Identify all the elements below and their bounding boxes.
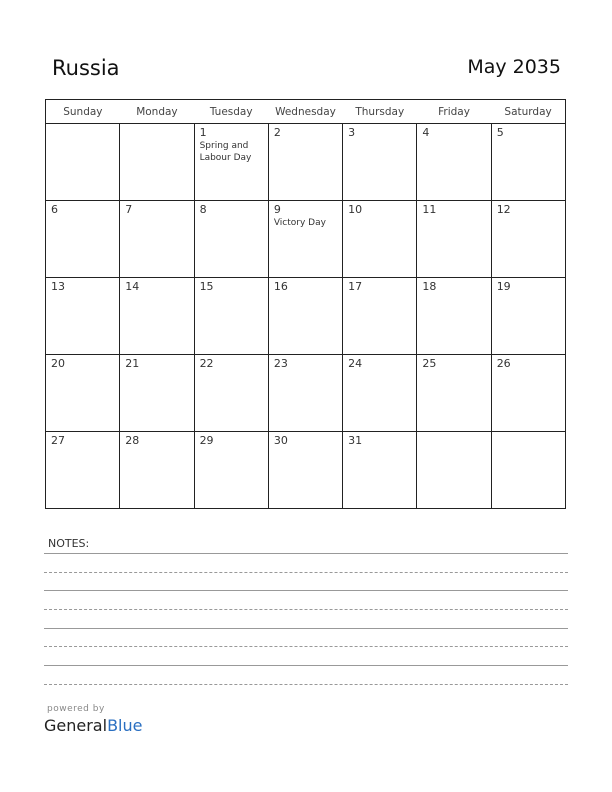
day-number: 2: [273, 126, 281, 139]
day-number: 18: [422, 280, 437, 293]
day-number: 6: [51, 203, 58, 216]
day-cell: [491, 355, 565, 432]
day-cell: [343, 355, 417, 432]
day-cell: [417, 432, 491, 509]
day-number: 19: [496, 280, 511, 293]
notes-line: [44, 609, 568, 610]
day-cell: [417, 355, 491, 432]
day-number: 24: [348, 357, 363, 370]
day-number: 15: [199, 280, 214, 293]
notes-label: NOTES:: [48, 537, 90, 550]
day-number: [120, 124, 193, 126]
notes-line: [44, 665, 568, 666]
holiday-label: Victory Day: [273, 218, 326, 228]
day-cell: [268, 201, 342, 278]
day-number: 16: [273, 280, 288, 293]
weekday-sunday: Sunday: [46, 100, 120, 124]
notes-line: [44, 684, 568, 685]
day-cell: [417, 201, 491, 278]
day-number: 17: [348, 280, 363, 293]
day-cell: [194, 432, 268, 509]
weekday-saturday: Saturday: [491, 100, 565, 124]
day-cell: [491, 124, 565, 201]
day-cell: [268, 355, 342, 432]
weekday-monday: Monday: [120, 100, 194, 124]
month-title: May 2035: [467, 56, 561, 78]
day-cell: [120, 124, 194, 201]
day-cell: [343, 124, 417, 201]
notes-line: [44, 590, 568, 591]
day-number: 22: [199, 357, 214, 370]
country-title: Russia: [52, 56, 120, 80]
calendar-grid: [45, 99, 566, 509]
day-number: 1: [199, 126, 207, 139]
day-cell: [268, 432, 342, 509]
day-cell: [46, 201, 120, 278]
day-cell: [491, 278, 565, 355]
day-cell: [120, 278, 194, 355]
day-number: 3: [348, 126, 356, 139]
week-row: [46, 124, 566, 201]
holiday-label: Spring and Labour Day: [199, 141, 252, 163]
day-cell: [194, 355, 268, 432]
weekday-tuesday: Tuesday: [194, 100, 268, 124]
day-number: 5: [496, 126, 504, 139]
day-cell: [417, 124, 491, 201]
day-cell: [46, 432, 120, 509]
day-number: 23: [273, 357, 288, 370]
day-cell: [194, 278, 268, 355]
day-number: 29: [199, 434, 214, 447]
day-cell: [194, 124, 268, 201]
day-cell: [120, 432, 194, 509]
day-number: 10: [348, 203, 363, 216]
day-number: 28: [125, 434, 140, 447]
day-cell: [417, 278, 491, 355]
day-number: [417, 432, 490, 434]
day-cell: [46, 278, 120, 355]
day-cell: [343, 201, 417, 278]
day-number: [46, 124, 119, 126]
notes-line: [44, 572, 568, 573]
notes-line: [44, 628, 568, 629]
day-cell: [46, 124, 120, 201]
day-cell: [120, 355, 194, 432]
day-number: 9: [273, 203, 281, 216]
day-number: 20: [51, 357, 65, 370]
brand-general: General: [44, 716, 108, 735]
brand-blue: Blue: [107, 716, 143, 735]
day-cell: [343, 278, 417, 355]
day-number: 21: [125, 357, 140, 370]
day-number: 12: [496, 203, 511, 216]
day-number: 31: [348, 434, 363, 447]
day-cell: [268, 278, 342, 355]
day-number: 26: [496, 357, 511, 370]
day-number: 30: [273, 434, 288, 447]
day-number: 7: [125, 203, 133, 216]
day-cell: [491, 201, 565, 278]
day-number: 27: [51, 434, 65, 447]
day-cell: [46, 355, 120, 432]
day-number: 8: [199, 203, 207, 216]
day-number: 13: [51, 280, 65, 293]
day-number: 14: [125, 280, 140, 293]
day-number: 11: [422, 203, 437, 216]
generalblue-logo: [44, 716, 142, 735]
day-number: 4: [422, 126, 430, 139]
powered-by-text: powered by: [47, 704, 105, 714]
week-row: [46, 278, 566, 355]
day-number: [492, 432, 565, 434]
weekday-friday: Friday: [417, 100, 491, 124]
day-cell: [268, 124, 342, 201]
day-number: 25: [422, 357, 437, 370]
day-cell: [343, 432, 417, 509]
week-row: [46, 355, 566, 432]
weekday-wednesday: Wednesday: [268, 100, 342, 124]
weekday-thursday: Thursday: [343, 100, 417, 124]
week-row: [46, 432, 566, 509]
notes-line: [44, 646, 568, 647]
day-cell: [491, 432, 565, 509]
week-row: [46, 201, 566, 278]
weekday-header-row: [46, 100, 566, 124]
day-cell: [194, 201, 268, 278]
notes-line: [44, 553, 568, 554]
day-cell: [120, 201, 194, 278]
